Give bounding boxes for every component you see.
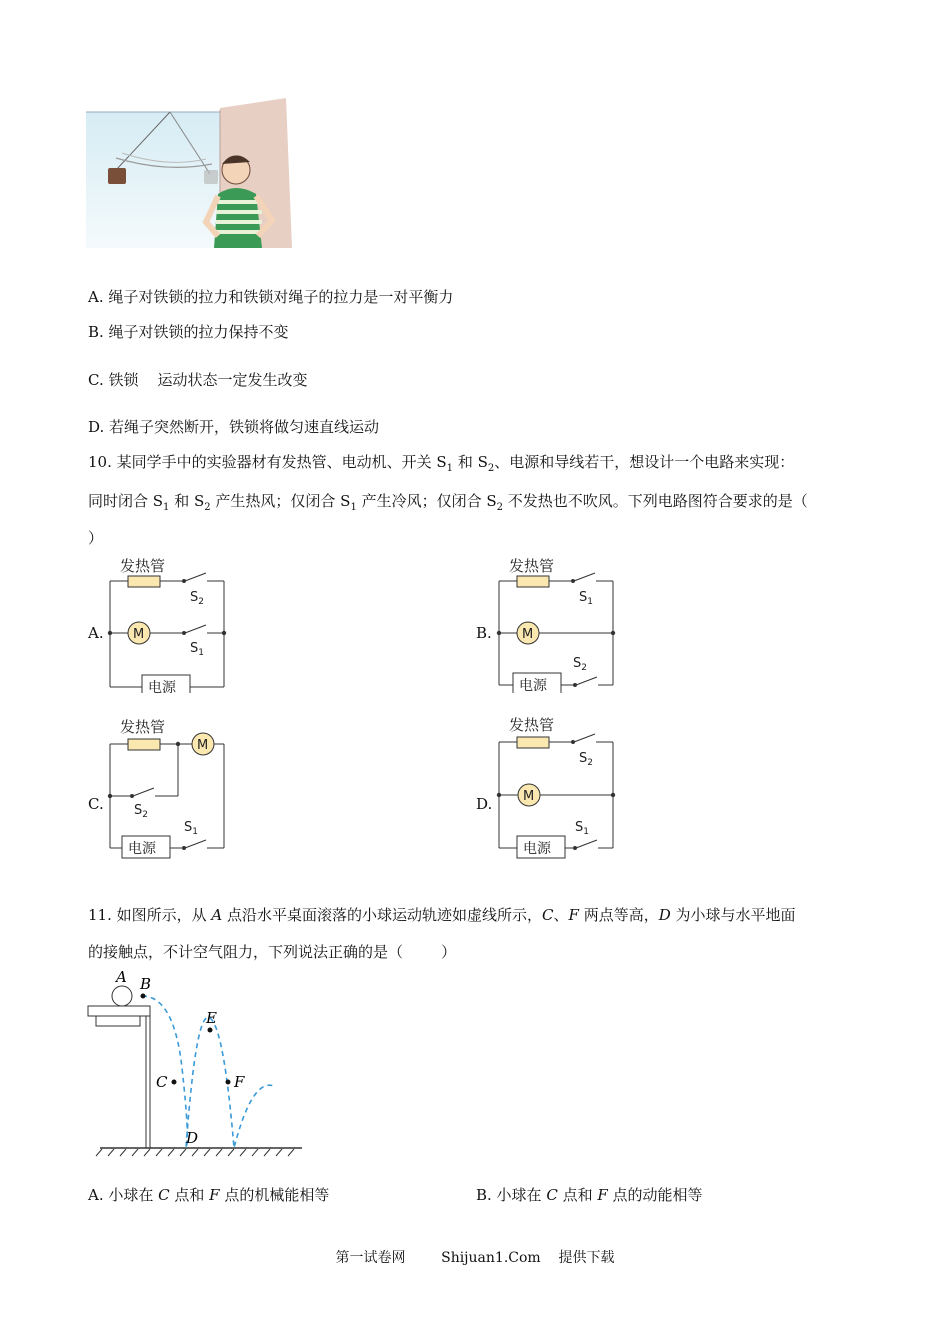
q9-option-c: C. 铁锁 运动状态一定发生改变	[88, 371, 308, 389]
circuit-d-motor-label: M	[523, 789, 535, 804]
svg-text:S2: $S_2$	[573, 656, 587, 673]
q10-option-c-letter: C.	[88, 795, 104, 813]
circuit-diagram-b	[493, 553, 623, 693]
circuit-c-source-label: 电源	[128, 841, 156, 857]
q9-option-a: A. 绳子对铁锁的拉力和铁锁对绳子的拉力是一对平衡力	[88, 288, 454, 306]
svg-text:S2: $S_2$	[190, 590, 204, 607]
q11-option-a: A. 小球在 C 点和 F 点的机械能相等	[88, 1186, 330, 1204]
q11-stem-line1: 11. 如图所示，从 A 点沿水平桌面滚落的小球运动轨迹如虚线所示，C、F 两点等高，D 为小球与水平地面	[88, 906, 796, 924]
point-a-label: A	[116, 968, 127, 986]
point-d-label: D	[186, 1129, 199, 1147]
point-e-label: E	[206, 1009, 217, 1027]
circuit-diagram-d	[493, 712, 623, 860]
q9-option-d: D. 若绳子突然断开，铁锁将做匀速直线运动	[88, 418, 380, 436]
circuit-diagram-c	[104, 714, 234, 860]
page-footer: 第一试卷网 Shijuan1.Com 提供下载	[335, 1250, 615, 1266]
ball-trajectory-figure	[84, 968, 309, 1162]
svg-text:S2: $S_2$	[134, 803, 148, 820]
q11-option-b: B. 小球在 C 点和 F 点的动能相等	[476, 1186, 703, 1204]
q9-option-b: B. 绳子对铁锁的拉力保持不变	[88, 323, 289, 341]
svg-text:S1: $S_1$	[184, 820, 198, 837]
circuit-c-motor-label: M	[197, 738, 209, 753]
q10-option-a-letter: A.	[88, 624, 104, 642]
lock-pendulum-illustration	[86, 98, 296, 248]
q10-stem-line1: 10. 某同学手中的实验器材有发热管、电动机、开关 $S_1$ 和 $S_2$、电源和导线若干，想设计一个电路来实现：	[88, 453, 795, 474]
point-b-label: B	[140, 975, 152, 993]
circuit-d-heater-label: 发热管	[509, 716, 555, 734]
q10-stem-line2: 同时闭合 $S_1$ 和 $S_2$ 产生热风；仅闭合 $S_1$ 产生冷风；仅闭合 $S_2$ 不发热也不吹风。下列电路图符合要求的是（	[88, 492, 808, 513]
svg-text:S2: $S_2$	[579, 751, 593, 768]
circuit-a-motor-label: M	[133, 627, 145, 642]
point-c-label: C	[156, 1073, 168, 1091]
circuit-diagram-a	[104, 553, 234, 693]
svg-text:S1: $S_1$	[575, 820, 589, 837]
q11-stem-line2: 的接触点，不计空气阻力，下列说法正确的是（ ）	[88, 943, 457, 961]
q10-stem-line3: ）	[88, 529, 104, 547]
circuit-d-source-label: 电源	[523, 841, 551, 857]
circuit-b-heater-label: 发热管	[509, 557, 555, 575]
point-f-label: F	[234, 1073, 245, 1091]
q10-option-d-letter: D.	[476, 795, 493, 813]
circuit-b-motor-label: M	[522, 627, 534, 642]
q10-option-b-letter: B.	[476, 624, 492, 642]
circuit-a-heater-label: 发热管	[120, 557, 166, 575]
circuit-a-source-label: 电源	[148, 680, 176, 693]
svg-text:S1: $S_1$	[579, 590, 593, 607]
circuit-b-source-label: 电源	[519, 678, 547, 693]
svg-text:S1: $S_1$	[190, 641, 204, 658]
circuit-c-heater-label: 发热管	[120, 718, 166, 736]
